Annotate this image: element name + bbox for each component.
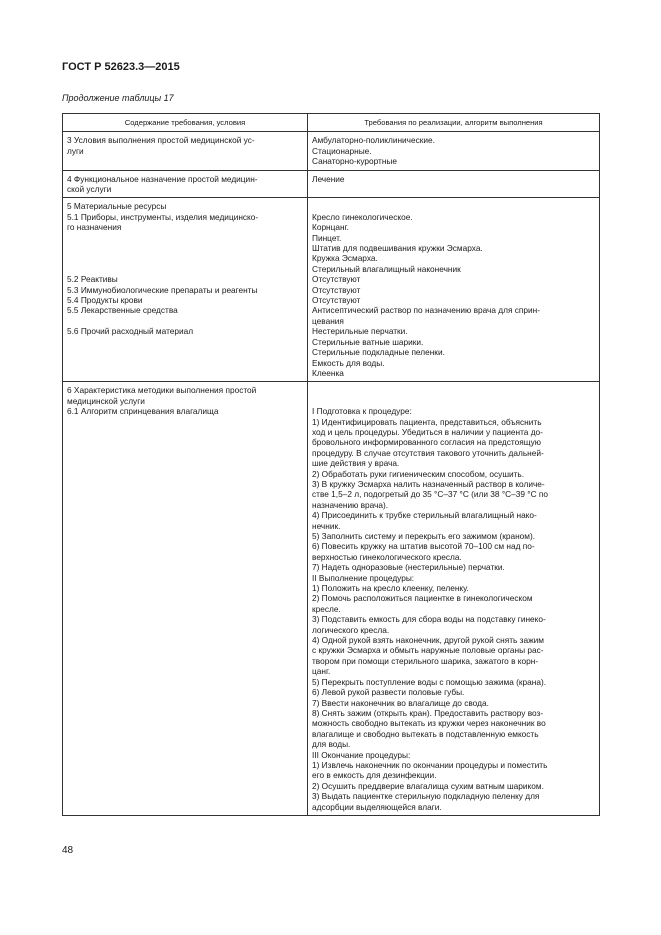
row4-right-cell <box>308 170 600 198</box>
text-line: бровольного информированного согласия на предстоящую <box>312 437 542 448</box>
text-line: луги <box>67 145 84 156</box>
text-line: ход и цель процедуры. Убедиться в наличии у пациента до- <box>312 426 543 437</box>
text-line: 5.5 Лекарственные средства <box>67 305 178 316</box>
text-line: шие действия у врача. <box>312 458 400 469</box>
text-line: Стерильные подкладные пеленки. <box>312 347 445 358</box>
resources-left-group-b <box>67 274 303 316</box>
text-line: 5.1 Приборы, инструменты, изделия медицинско- <box>67 211 259 222</box>
text-line: Клеенка <box>312 367 344 378</box>
text-line: 3) В кружку Эсмарха налить назначенный раствор в количе- <box>312 478 545 489</box>
text-line: Штатив для подвешивания кружки Эсмарха. <box>312 243 483 254</box>
text-line: верхностью гинекологического кресла. <box>312 551 462 562</box>
text-line: Стационарные. <box>312 145 372 156</box>
text-line: 4 Функциональное назначение простой медицин- <box>67 173 258 184</box>
text-line: цанг. <box>312 666 331 677</box>
text-line: нечник. <box>312 520 341 531</box>
text-line: II Выполнение процедуры: <box>312 572 415 583</box>
text-line: 7) Ввести наконечник во влагалище до свода. <box>312 697 489 708</box>
row6-left-cell <box>63 382 308 816</box>
text-line: назначению врача). <box>312 499 389 510</box>
text-line: I Подготовка к процедуре: <box>312 406 412 417</box>
text-line: адсорбции выделяющейся влаги. <box>312 801 442 812</box>
text-line: Пинцет. <box>312 232 342 243</box>
row5-right-cell <box>308 198 600 382</box>
text-line: 6 Характеристика методики выполнения простой <box>67 385 257 396</box>
text-line: Санаторно-курортные <box>312 156 398 167</box>
text-line: влагалище и свободно вытекать в подставленную емкость <box>312 728 539 739</box>
text-line: 4) Одной рукой взять наконечник, другой рукой снять зажим <box>312 635 544 646</box>
text-line: Кресло гинекологическое. <box>312 211 413 222</box>
resources-left-group-c <box>67 326 303 336</box>
text-line: твором при помощи стерильного шарика, зажатого в корн- <box>312 655 539 666</box>
text-line: Кружка Эсмарха. <box>312 253 378 264</box>
table-continuation-caption: Продолжение таблицы 17 <box>62 93 174 103</box>
text-line: с кружки Эсмарха и обмыть наружные половые органы рас- <box>312 645 544 656</box>
text-line: Стерильный влагалищный наконечник <box>312 263 461 274</box>
text-line: 2) Осушить преддверие влагалища сухим ватным шариком. <box>312 780 544 791</box>
row3-left-cell <box>63 132 308 170</box>
text-line: 7) Надеть одноразовые (нестерильные) перчатки. <box>312 562 505 573</box>
resources-left-group-a <box>67 201 303 232</box>
text-line: го назначения <box>67 222 122 233</box>
text-line: логического кресла. <box>312 624 390 635</box>
table-row-method <box>63 382 600 816</box>
text-line: 6) Левой рукой развести половые губы. <box>312 687 465 698</box>
text-line: 5 Материальные ресурсы <box>67 201 167 212</box>
table-row-purpose <box>63 170 600 198</box>
text-line: ской услуги <box>67 184 112 195</box>
text-line: медицинской услуги <box>67 395 145 406</box>
text-line: 6.1 Алгоритм спринцевания влагалища <box>67 406 219 417</box>
text-line: Отсутствуют <box>312 274 361 285</box>
text-line: 5.3 Иммунобиологические препараты и реагенты <box>67 284 258 295</box>
text-line: 1) Положить на кресло клеенку, пеленку. <box>312 583 469 594</box>
text-line: 5) Перекрыть поступление воды с помощью зажима (крана). <box>312 676 547 687</box>
text-line: Отсутствуют <box>312 295 361 306</box>
text-line: 2) Обработать руки гигиеническим способом, осушить. <box>312 468 525 479</box>
procedure-algorithm-text <box>312 406 595 812</box>
resources-right-group-b <box>312 274 595 326</box>
text-line: его в емкость для дезинфекции. <box>312 770 437 781</box>
text-line: Нестерильные перчатки. <box>312 326 408 337</box>
text-line: можность свободно вытекать из кружки через наконечник во <box>312 718 546 729</box>
resources-right-group-c <box>312 326 595 378</box>
text-line: стве 1,5–2 л, подогретый до 35 °С–37 °С (или 38 °С–39 °С по <box>312 489 549 500</box>
text-line: Антисептический раствор по назначению врача для сприн- <box>312 305 540 316</box>
row6-right-cell <box>308 382 600 816</box>
row4-left-cell <box>63 170 308 198</box>
row3-right-cell <box>308 132 600 170</box>
requirements-table <box>62 113 600 816</box>
text-line: Отсутствуют <box>312 284 361 295</box>
table-row-resources <box>63 198 600 382</box>
text-line: Корнцанг. <box>312 222 349 233</box>
text-line: Емкость для воды. <box>312 357 385 368</box>
text-line: 1) Идентифицировать пациента, представиться, объяснить <box>312 416 542 427</box>
text-line: 8) Снять зажим (открыть кран). Предоставить раствору воз- <box>312 707 544 718</box>
text-line: 3 Условия выполнения простой медицинской ус- <box>67 135 255 146</box>
text-line: 6) Повесить кружку на штатив высотой 70–100 см над по- <box>312 541 535 552</box>
row5-left-cell <box>63 198 308 382</box>
resources-left-spacer2 <box>67 316 303 326</box>
table-header-row <box>63 114 600 132</box>
text-line: 5.4 Продукты крови <box>67 295 143 306</box>
text-line: 3) Выдать пациентке стерильную подкладную пеленку для <box>312 791 540 802</box>
table-row-conditions <box>63 132 600 170</box>
text-line: Стерильные ватные шарики. <box>312 336 424 347</box>
text-line: 1) Извлечь наконечник по окончании процедуры и поместить <box>312 759 548 770</box>
text-line: 5) Заполнить систему и перекрыть его зажимом (краном). <box>312 531 536 541</box>
page-number: 48 <box>62 845 74 856</box>
text-line: 5.2 Реактивы <box>67 274 118 285</box>
text-line: Амбулаторно-поликлинические. <box>312 135 435 146</box>
text-line: для воды. <box>312 739 351 750</box>
text-line: 4) Присоединить к трубке стерильный влагалищный нако- <box>312 510 537 521</box>
text-line: 5.6 Прочий расходный материал <box>67 326 194 337</box>
column-header-implementation: Требования по реализации, алгоритм выполнения <box>308 114 600 132</box>
standard-number: ГОСТ Р 52623.3—2015 <box>62 61 180 73</box>
text-line: процедуру. В случае отсутствия такового уточнить дальней- <box>312 447 544 458</box>
resources-right-group-a <box>312 212 595 274</box>
text-line: кресле. <box>312 603 341 614</box>
text-line: Лечение <box>312 173 345 184</box>
text-line: 2) Помочь расположиться пациентке в гинекологическом <box>312 593 533 604</box>
text-line: 3) Подставить емкость для сбора воды на подставку гинеко- <box>312 614 546 625</box>
text-line: III Окончание процедуры: <box>312 749 411 760</box>
column-header-requirements: Содержание требования, условия <box>63 114 308 132</box>
text-line: цевания <box>312 315 344 326</box>
resources-left-spacer <box>67 233 303 275</box>
